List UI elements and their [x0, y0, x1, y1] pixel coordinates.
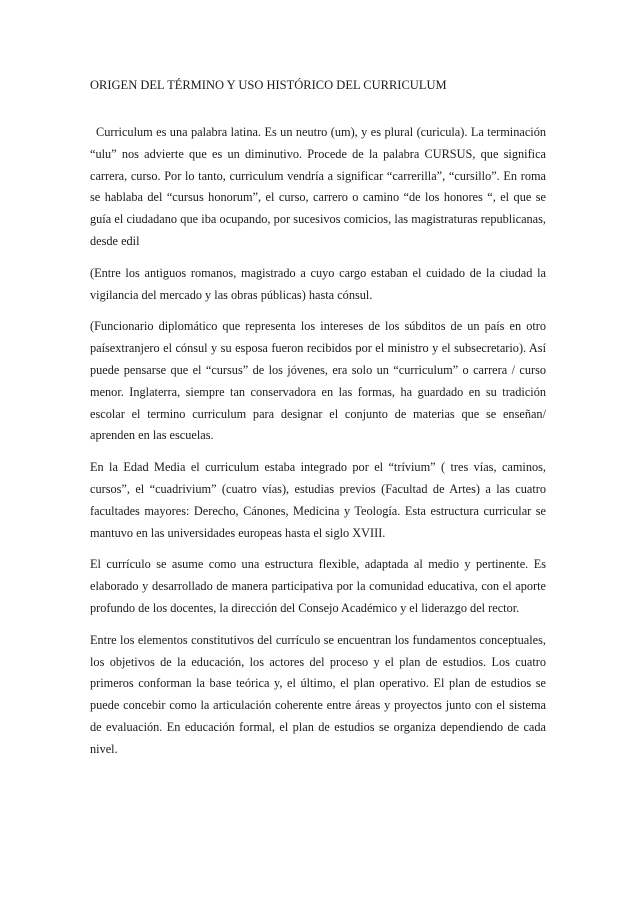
document-body — [90, 122, 546, 771]
paragraph-consul: (Funcionario diplomático que representa los intereses de los súbditos de un país en otro paísextranjero el cónsul y su esposa fueron recibidos por el ministro y el subsecretario). Así puede pensarse que el “cursus” de los jóvenes, era solo un “curriculum” o carrera / curso menor. Inglaterra, siempre tan conservadora en las formas, ha guardado en su tradición escolar el termino curriculum para designar el conjunto de materias que se enseñan/ aprenden en las escuelas. — [90, 319, 546, 443]
paragraph-elementos: Entre los elementos constitutivos del currículo se encuentran los fundamentos conceptuales, los objetivos de la educación, los actores del proceso y el plan de estudios. Los cuatro primeros conforman la base teórica y, el último, el plan operativo. El plan de estudios se puede concebir como la articulación coherente entre áreas y proyectos junto con el sistema de evaluación. En educación formal, el plan de estudios se organiza dependiendo de cada nivel. — [90, 632, 546, 756]
paragraph-origin: Curriculum es una palabra latina. Es un neutro (um), y es plural (curicula). La terminación “ulu” nos advierte que es un diminutivo. Procede de la palabra CURSUS, que significa carrera, curso. Por lo tanto, curriculum vendría a significar “carrerilla”, “cursillo”. En roma se hablaba del “cursus honorum”, el curso, carrero o camino “de los honores “, el que se guía el ciudadano que iba ocupando, por sucesivos comicios, las magistraturas republicanas, desde edil — [90, 125, 546, 248]
paragraph-edad-media: En la Edad Media el curriculum estaba integrado por el “trívium” ( tres vías, caminos, cursos”, el “cuadrivium” (cuatro vías), estudias previos (Facultad de Artes) a las cuatro facultades mayores: Derecho, Cánones, Medicina y Teología. Esta estructura curricular se mantuvo en las universidades europeas hasta el siglo XVIII. — [90, 460, 546, 540]
document-title: ORIGEN DEL TÉRMINO Y USO HISTÓRICO DEL CURRICULUM — [90, 78, 447, 92]
paragraph-magistrado: (Entre los antiguos romanos, magistrado a cuyo cargo estaban el cuidado de la ciudad la vigilancia del mercado y las obras públicas) hasta cónsul. — [90, 265, 546, 302]
paragraph-curriculo-flexible: El currículo se asume como una estructura flexible, adaptada al medio y pertinente. Es elaborado y desarrollado de manera participativa por la comunidad educativa, con el aporte profundo de los docentes, la dirección del Consejo Académico y el liderazgo del rector. — [90, 557, 546, 615]
